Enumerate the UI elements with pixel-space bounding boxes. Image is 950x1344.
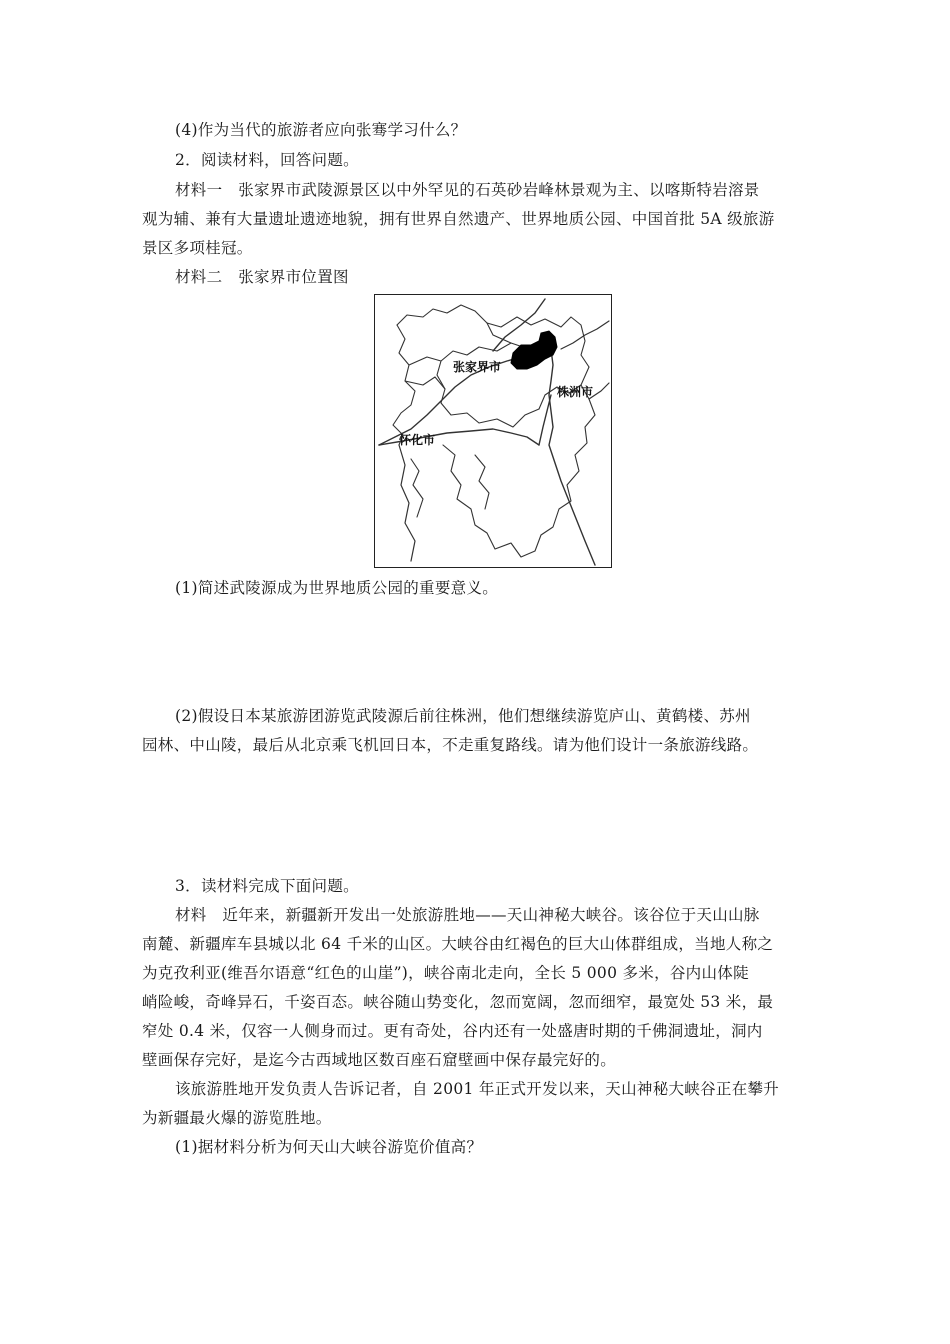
q2-material2-title: 材料二 张家界市位置图 xyxy=(175,268,349,286)
q3-material-line2: 南麓、新疆库车县城以北 64 千米的山区。大峡谷由红褐色的巨大山体群组成，当地人称之 xyxy=(142,935,774,953)
zhangjiajie-location-map xyxy=(374,294,612,568)
label-zhuzhou: 株洲市 xyxy=(557,385,594,399)
q3-sub1-text: (1)据材料分析为何天山大峡谷游览价值高？ xyxy=(175,1138,483,1156)
q2-material1-line3: 景区多项桂冠。 xyxy=(142,239,253,257)
q1-sub4-text: (4)作为当代的旅游者应向张骞学习什么？ xyxy=(175,121,467,139)
map-boundary-inner xyxy=(475,455,489,509)
map-boundary-south xyxy=(443,385,595,557)
map-border-west xyxy=(393,325,415,445)
q2-material1-line2: 观为辅、兼有大量遗址遗迹地貌，拥有世界自然遗产、世界地质公园、中国首批 5A 级旅游 xyxy=(142,210,775,228)
q2-sub2-line2: 园林、中山陵，最后从北京乘飞机回日本，不走重复路线。请为他们设计一条旅游线路。 xyxy=(142,736,759,754)
map-graphic xyxy=(375,295,610,566)
q3-material-line4: 峭险峻，奇峰异石，千姿百态。峡谷随山势变化，忽而宽阔，忽而细窄，最宽处 53 米，最 xyxy=(142,993,774,1011)
q2-material1-line1: 材料一 张家界市武陵源景区以中外罕见的石英砂岩峰林景观为主、以喀斯特岩溶景 xyxy=(175,181,760,199)
label-zhangjiajie: 张家界市 xyxy=(453,360,502,374)
q3-para2-line1: 该旅游胜地开发负责人告诉记者，自 2001 年正式开发以来，天山神秘大峡谷正在攀升 xyxy=(175,1080,780,1098)
label-huaihua: 怀化市 xyxy=(399,433,436,447)
map-road-6 xyxy=(561,321,609,349)
q3-material-line3: 为克孜利亚(维吾尔语意“红色的山崖”)，峡谷南北走向，全长 5 000 多米，谷内山体陡 xyxy=(142,964,749,982)
q3-para2-line2: 为新疆最火爆的游览胜地。 xyxy=(142,1109,332,1127)
q3-material-line5: 窄处 0.4 米，仅容一人侧身而过。更有奇处，谷内还有一处盛唐时期的千佛洞遗址，洞内 xyxy=(142,1022,763,1040)
q2-sub2-line1: (2)假设日本某旅游团游览武陵源后前往株洲，他们想继续游览庐山、黄鹤楼、苏州 xyxy=(175,707,751,725)
q2-title: 2．阅读材料，回答问题。 xyxy=(175,151,359,169)
q3-title: 3．读材料完成下面问题。 xyxy=(175,877,359,895)
map-road-4 xyxy=(539,395,551,445)
q2-sub1-text: (1)简述武陵源成为世界地质公园的重要意义。 xyxy=(175,579,499,597)
zhangjiajie-area-marker xyxy=(511,331,557,369)
q3-material-line6: 壁画保存完好，是迄今古西域地区数百座石窟壁画中保存最完好的。 xyxy=(142,1051,617,1069)
map-boundary-south-west xyxy=(411,459,423,517)
map-road-2 xyxy=(549,349,595,565)
q3-material-line1: 材料 近年来，新疆新开发出一处旅游胜地——天山神秘大峡谷。该谷位于天山山脉 xyxy=(175,906,760,924)
map-river-sw xyxy=(399,445,415,561)
map-boundary-2 xyxy=(405,377,539,427)
